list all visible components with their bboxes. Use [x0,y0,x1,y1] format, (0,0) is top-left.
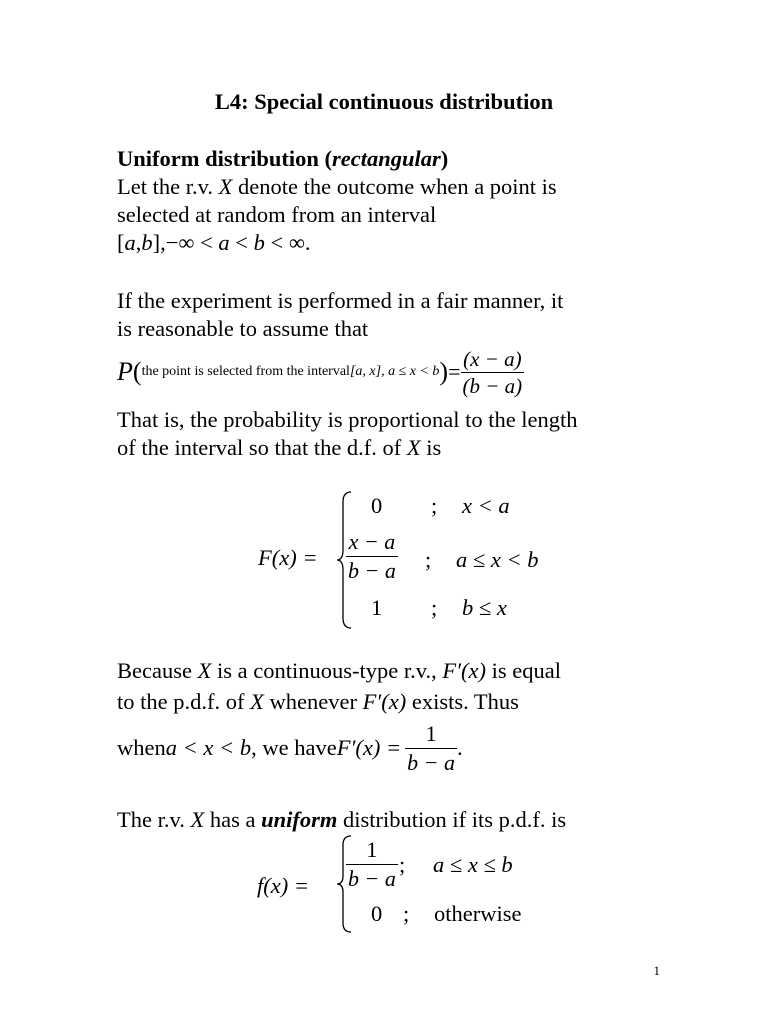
para1-line1 [117,173,557,201]
paren-open: ( [132,357,142,386]
prob-numerator: (x − a) [461,346,525,373]
pdf-lhs: f(x) = [257,873,310,898]
lt: < [229,230,254,255]
var-x: X [250,689,264,714]
period: . [457,735,463,760]
prob-event-condition: [a, x], a ≤ x < b [349,364,440,379]
para4-text: is equal [486,658,561,683]
para1-line2: selected at random from an interval [117,202,437,227]
var-x: X [406,435,421,460]
var-x: X [218,174,233,199]
f-prime-equation: F′(x) = [336,735,402,760]
para4-text: to the p.d.f. of [117,689,251,714]
var-b: b [141,230,153,255]
section-heading-prefix: Uniform distribution ( [117,146,333,171]
probability-formula [117,344,524,400]
para3-text: is [420,435,442,460]
para4-line3 [117,719,463,777]
para5-text: distribution if its p.d.f. is [337,807,567,832]
prob-fraction [461,346,525,399]
para3-text: of the interval so that the d.f. of [117,435,407,460]
interval-end: ],−∞ < [152,230,219,255]
para4-condition: a < x < b [165,735,252,760]
para3-line1: That is, the probability is proportional to the length [117,407,578,432]
para4-fraction [405,720,457,777]
para4-line1 [117,657,561,685]
pdf-row1-fraction [346,836,398,893]
para2-line2: is reasonable to assume that [117,316,369,341]
para4-text: whenever [263,689,363,714]
para1-text: Let the r.v. [117,174,219,199]
para4-text: exists. Thus [406,689,519,714]
para1-text: denote the outcome when a point is [232,174,557,199]
prob-event-text: the point is selected from the interval [141,364,350,379]
var-x: X [197,658,212,683]
para4-numerator: 1 [405,720,457,749]
cdf-row2-denominator: b − a [348,558,396,583]
para5-text: has a [204,807,262,832]
section-heading [117,145,448,173]
page-number: 1 [653,963,660,978]
section-heading-italic: rectangular [332,146,441,171]
page-title: L4: Special continuous distribution [214,89,554,114]
f-prime: F′(x) [362,689,407,714]
cdf-row3-value: 1 [371,595,383,620]
cdf-row2-condition: a ≤ x < b [456,547,539,572]
var-b: b [253,230,265,255]
para4-text: when [117,735,166,760]
equals: = [448,359,461,384]
var-a: a [124,230,136,255]
pdf-row1-numerator: 1 [346,836,398,865]
cdf-row1-value: 0 [371,493,383,518]
para4-text: , we have [251,735,337,760]
paren-close: ) [439,357,449,386]
pdf-row2-sep: ; [403,901,410,926]
bracket: [ [117,230,125,255]
para5-line1 [117,806,566,834]
cdf-row3-sep: ; [431,595,438,620]
var-x: X [190,807,205,832]
section-heading-suffix: ) [440,146,449,171]
cdf-row2-numerator: x − a [346,528,398,557]
cdf-row3-condition: b ≤ x [462,595,507,620]
para4-denominator: b − a [407,749,456,775]
para4-text: is a continuous-type r.v., [211,658,443,683]
pdf-row1-sep: ; [399,852,406,877]
comma: , [135,230,142,255]
para1-line3-interval [117,229,310,257]
f-prime: F′(x) [442,658,486,683]
uniform-keyword: uniform [261,807,338,832]
prob-symbol: P [117,357,133,386]
para3-line2 [117,434,441,462]
cdf-row2-fraction [346,528,398,585]
pdf-row2-value: 0 [371,901,383,926]
pdf-row2-condition: otherwise [434,901,522,926]
para2-line1: If the experiment is performed in a fair manner, it [117,288,564,313]
cdf-lhs: F(x) = [258,545,318,570]
pdf-row1-condition: a ≤ x ≤ b [433,852,513,877]
para5-text: The r.v. [117,807,191,832]
cdf-row2-sep: ; [425,547,432,572]
pdf-row1-denominator: b − a [348,866,396,891]
tail: < ∞. [264,230,311,255]
prob-denominator: (b − a) [462,373,523,398]
var-a: a [218,230,230,255]
para4-text: Because [117,658,198,683]
cdf-row1-condition: x < a [462,493,510,518]
para4-line2 [117,688,519,716]
cdf-row1-sep: ; [431,493,438,518]
